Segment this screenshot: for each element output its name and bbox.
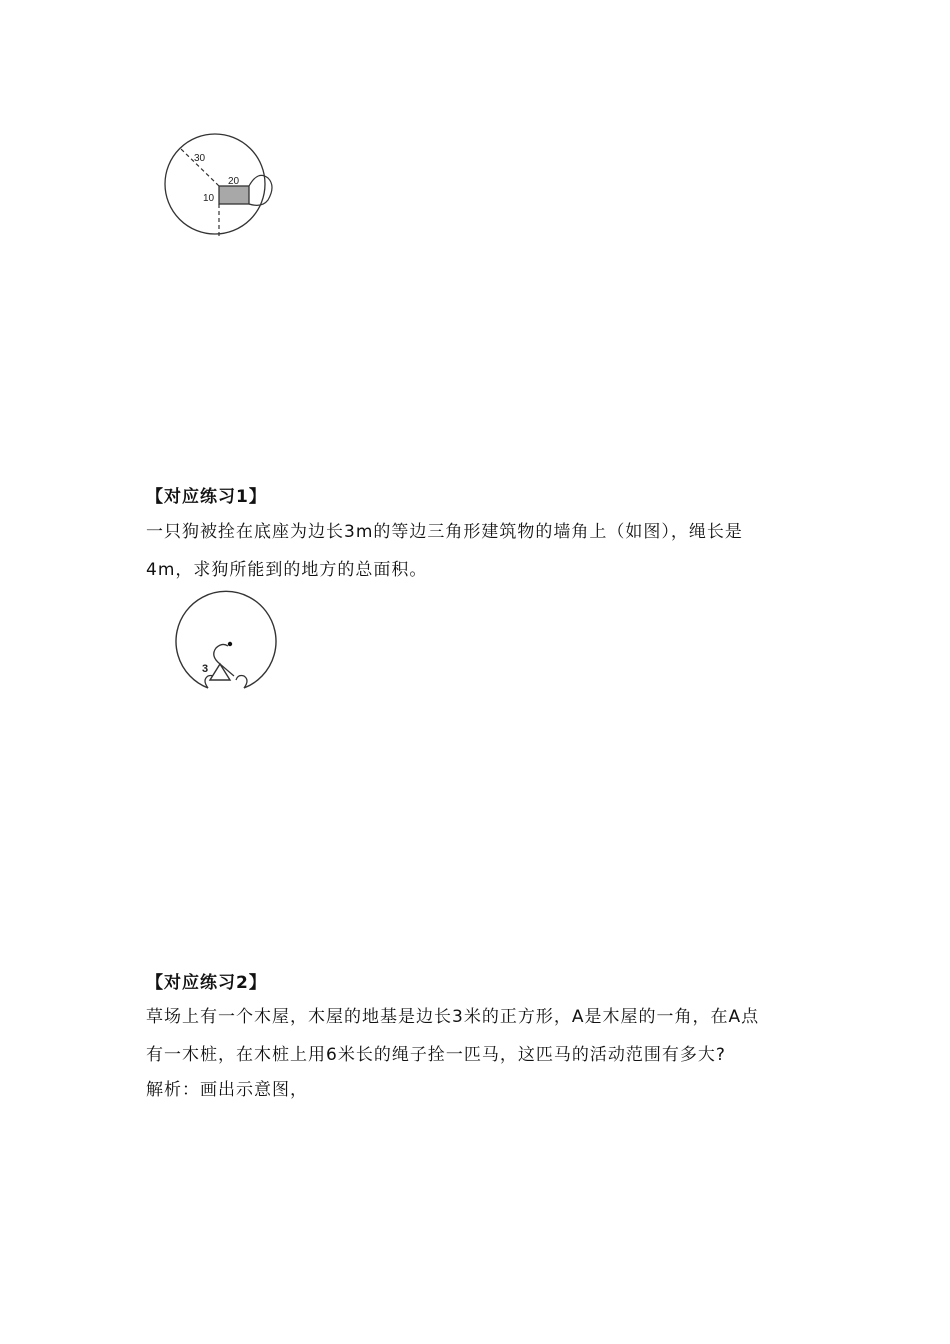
radius-label: 30 bbox=[194, 153, 206, 164]
right-small-arc bbox=[236, 676, 247, 689]
exercise-2-line-2: 有一木桩，在木桩上用6米长的绳子拴一匹马，这匹马的活动范围有多大? bbox=[146, 1045, 726, 1065]
exercise-2-line-1: 草场上有一个木屋，木屋的地基是边长3米的正方形，A是木屋的一角，在A点 bbox=[146, 1007, 760, 1027]
exercise-2-heading: 【对应练习2】 bbox=[146, 973, 267, 993]
exercise-1-line-1: 一只狗被拴在底座为边长3m的等边三角形建筑物的墙角上（如图），绳长是 bbox=[146, 522, 743, 542]
exercise-1-heading: 【对应练习1】 bbox=[146, 487, 267, 507]
diagram-1-svg bbox=[150, 128, 290, 250]
diagram-2-svg bbox=[158, 584, 288, 702]
exercise-2-line-3: 解析：画出示意图， bbox=[146, 1080, 308, 1100]
side-length-label: 3 bbox=[202, 663, 209, 675]
dog-point bbox=[228, 642, 232, 646]
exercise-1-line-2: 4m，求狗所能到的地方的总面积。 bbox=[146, 560, 428, 580]
triangle-building bbox=[210, 664, 230, 680]
dog-triangle-diagram bbox=[158, 584, 288, 702]
extra-arc bbox=[249, 175, 272, 205]
building-rectangle bbox=[219, 186, 249, 204]
width-label: 20 bbox=[228, 176, 240, 187]
circle-rectangle-diagram bbox=[150, 128, 290, 250]
rope-squiggle bbox=[214, 644, 228, 664]
height-label: 10 bbox=[203, 193, 215, 204]
